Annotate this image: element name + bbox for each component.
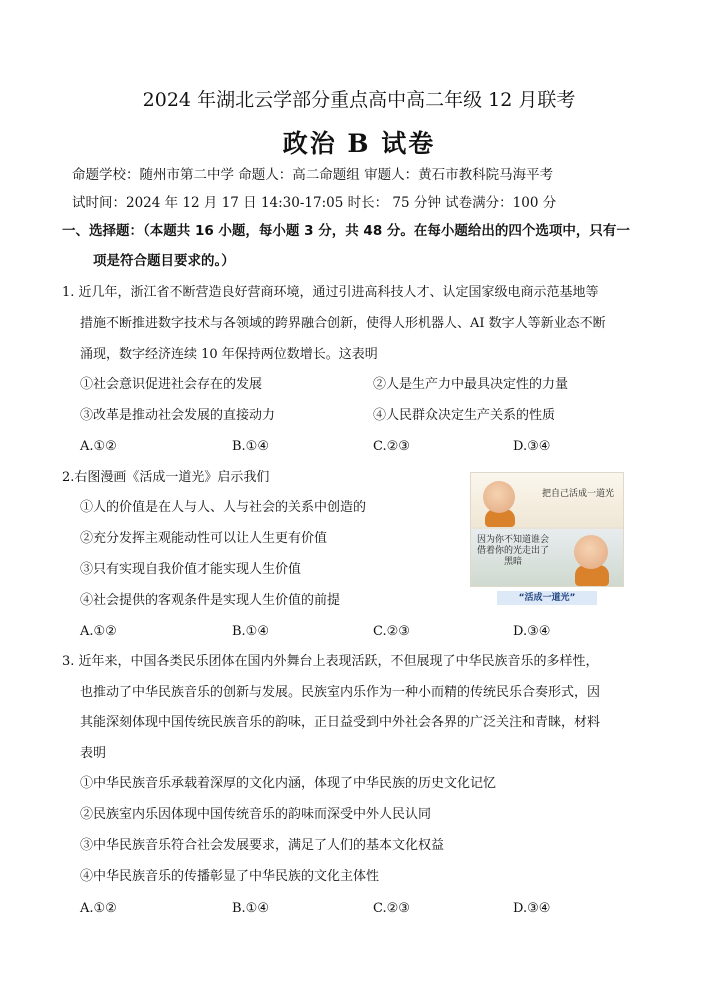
cartoon-figure xyxy=(470,472,624,587)
q3-option-c[interactable]: C.②③ xyxy=(373,901,410,916)
q1-stem-line1: 1. 近几年，浙江省不断营造良好营商环境，通过引进高科技人才、认定国家级电商示范基地等 xyxy=(62,285,599,300)
cartoon-text-1: 把自己活成一道光 xyxy=(541,489,614,499)
q3-stem-line1: 3. 近年来，中国各类民乐团体在国内外舞台上表现活跃，不但展现了中华民族音乐的多样性， xyxy=(62,654,599,669)
q1-statement-1: ①社会意识促进社会存在的发展 xyxy=(80,377,263,392)
q2-stem: 2.右图漫画《活成一道光》启示我们 xyxy=(62,470,270,485)
q2-option-a[interactable]: A.①② xyxy=(80,624,117,639)
q1-option-c[interactable]: C.②③ xyxy=(373,439,410,454)
q2-statement-4: ④社会提供的客观条件是实现人生价值的前提 xyxy=(80,593,341,608)
q1-statement-4: ④人民群众决定生产关系的性质 xyxy=(373,408,556,423)
q2-option-d[interactable]: D.③④ xyxy=(513,624,551,639)
section-heading-line1: 一、选择题：（本题共 16 小题，每小题 3 分，共 48 分。在每小题给出的四个选项中，只有一 xyxy=(62,223,630,239)
q1-stem-line2: 措施不断推进数字技术与各领域的跨界融合创新，使得人形机器人、AI 数字人等新业态不断 xyxy=(80,316,606,331)
q1-option-a[interactable]: A.①② xyxy=(80,439,117,454)
exam-title: 2024 年湖北云学部分重点高中高二年级 12 月联考 xyxy=(142,89,576,111)
q3-stem-line3: 其能深刻体现中国传统民族音乐的韵味，正日益受到中外社会各界的广泛关注和青睐，材料 xyxy=(80,715,601,730)
q3-statement-1: ①中华民族音乐承载着深厚的文化内涵，体现了中华民族的历史文化记忆 xyxy=(80,776,497,791)
q3-stem-line4: 表明 xyxy=(80,746,107,761)
cartoon-caption: “活成一道光” xyxy=(497,591,597,605)
q1-stem-line3: 涌现，数字经济连续 10 年保持两位数增长。这表明 xyxy=(80,347,378,362)
q2-statement-1: ①人的价值是在人与人、人与社会的关系中创造的 xyxy=(80,500,367,515)
q2-statement-3: ③只有实现自我价值才能实现人生价值 xyxy=(80,562,302,577)
meta-line-2: 试时间：2024 年 12 月 17 日 14:30-17:05 时长： 75 分钟 试卷满分：100 分 xyxy=(72,195,557,211)
q3-statement-3: ③中华民族音乐符合社会发展要求，满足了人们的基本文化权益 xyxy=(80,838,445,853)
q3-statement-4: ④中华民族音乐的传播彰显了中华民族的文化主体性 xyxy=(80,869,380,884)
q1-option-d[interactable]: D.③④ xyxy=(513,439,551,454)
q2-option-b[interactable]: B.①④ xyxy=(232,624,269,639)
cartoon-text-2: 因为你不知道谁会借着你的光走出了黑暗 xyxy=(476,535,549,567)
q3-option-d[interactable]: D.③④ xyxy=(513,901,551,916)
q3-statement-2: ②民族室内乐因体现中国传统音乐的韵味而深受中外人民认同 xyxy=(80,807,432,822)
q2-option-c[interactable]: C.②③ xyxy=(373,624,410,639)
q1-option-b[interactable]: B.①④ xyxy=(232,439,269,454)
cartoon-panel-top xyxy=(471,473,623,527)
q1-statement-3: ③改革是推动社会发展的直接动力 xyxy=(80,408,276,423)
q3-option-b[interactable]: B.①④ xyxy=(232,901,269,916)
monk-figure-icon xyxy=(483,481,515,513)
q1-statement-2: ②人是生产力中最具决定性的力量 xyxy=(373,377,569,392)
subject-title: 政治 B 试卷 xyxy=(282,129,436,158)
monk-figure-icon-2 xyxy=(574,535,608,569)
q3-option-a[interactable]: A.①② xyxy=(80,901,117,916)
cartoon-panel-bottom xyxy=(471,529,623,586)
q2-statement-2: ②充分发挥主观能动性可以让人生更有价值 xyxy=(80,531,328,546)
meta-line-1: 命题学校：随州市第二中学 命题人：高二命题组 审题人：黄石市教科院马海平考 xyxy=(72,167,554,183)
q3-stem-line2: 也推动了中华民族音乐的创新与发展。民族室内乐作为一种小而精的传统民乐合奏形式，因 xyxy=(80,685,601,700)
section-heading-line2: 项是符合题目要求的。） xyxy=(93,253,235,269)
